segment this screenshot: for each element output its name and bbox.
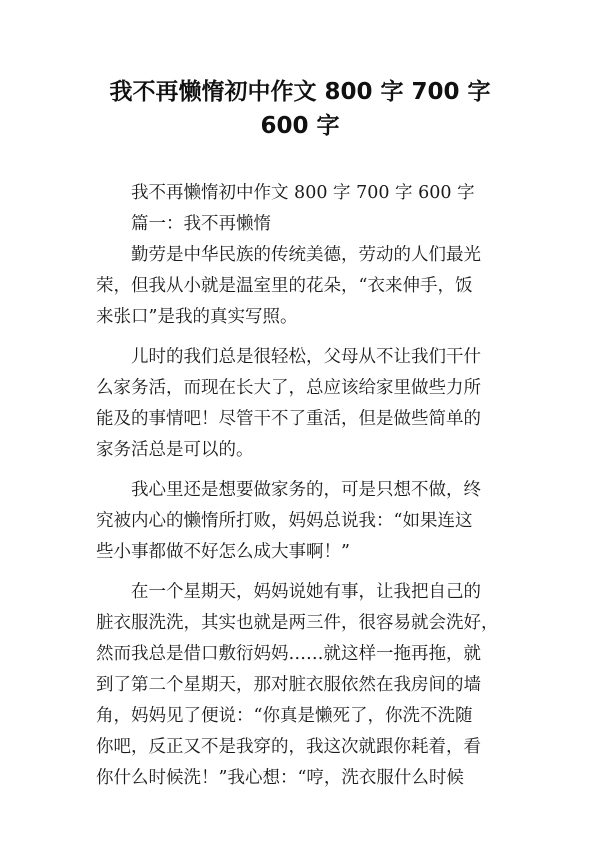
paragraph-line: 勤劳是中华民族的传统美德，劳动的人们最光 <box>131 245 481 265</box>
paragraph-line: 能及的事情吧！尽管干不了重活，但是做些简单的 <box>96 409 481 429</box>
paragraph-line: 我心里还是想要做家务的，可是只想不做，终 <box>131 480 481 500</box>
paragraph-line: 脏衣服洗洗，其实也就是两三件，很容易就会洗好， <box>96 613 499 633</box>
paragraph-line: 荣，但我从小就是温室里的花朵，“衣来伸手，饭 <box>96 276 473 296</box>
paragraph-line: 儿时的我们总是很轻松，父母从不让我们干什 <box>131 347 481 367</box>
paragraph-line: 你吧，反正又不是我穿的，我这次就跟你耗着，看 <box>96 737 481 757</box>
section-heading: 篇一：我不再懒惰 <box>131 214 271 234</box>
paragraph-line: 来张口”是我的真实写照。 <box>96 307 298 327</box>
paragraph-line: 些小事都做不好怎么成大事啊！” <box>96 542 350 562</box>
paragraph-line: 究被内心的懒惰所打败，妈妈总说我：“如果连这 <box>96 511 473 531</box>
paragraph-line: 么家务活，而现在长大了，总应该给家里做些力所 <box>96 378 481 398</box>
paragraph-line: 你什么时候洗！”我心想：“哼，洗衣服什么时候 <box>96 768 464 788</box>
paragraph-line: 角，妈妈见了便说：“你真是懒死了，你洗不洗随 <box>96 706 473 726</box>
subtitle-line: 我不再懒惰初中作文 800 字 700 字 600 字 <box>131 183 475 203</box>
document-title-line-1: 我不再懒惰初中作文 800 字 700 字 <box>109 79 491 105</box>
document-title-line-2: 600 字 <box>260 113 340 139</box>
paragraph-line: 到了第二个星期天，那对脏衣服依然在我房间的墙 <box>96 675 481 695</box>
paragraph-line: 家务活总是可以的。 <box>96 440 254 460</box>
paragraph-line: 在一个星期天，妈妈说她有事，让我把自己的 <box>131 582 481 602</box>
paragraph-line: 然而我总是借口敷衍妈妈……就这样一拖再拖，就 <box>96 644 481 664</box>
